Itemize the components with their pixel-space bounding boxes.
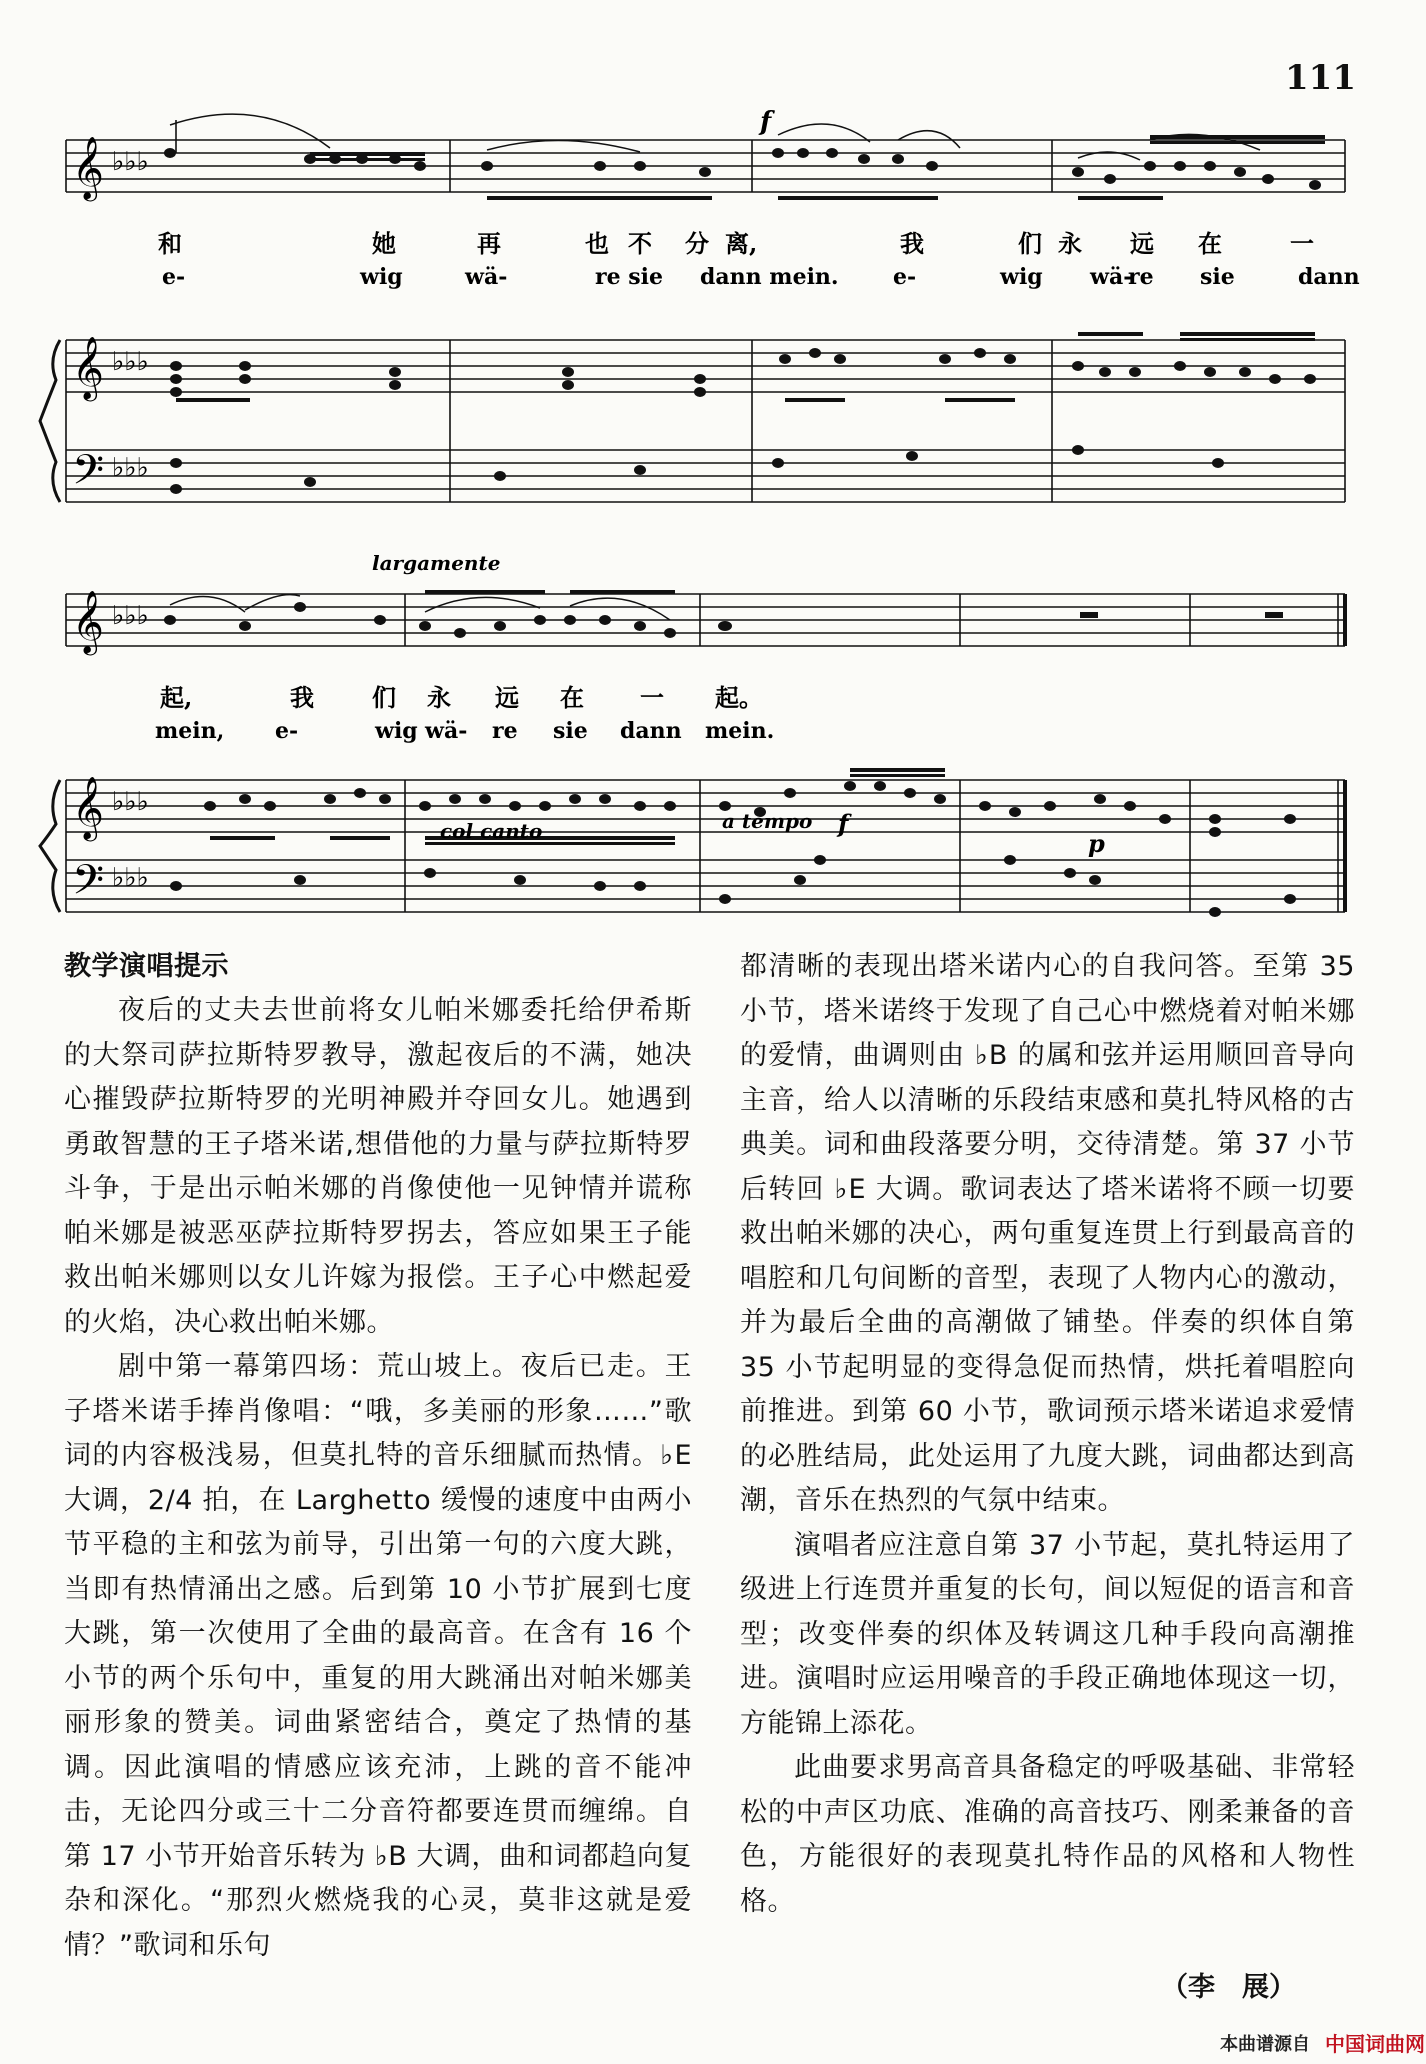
footer-source-label: 本曲谱源自 [1220, 2034, 1310, 2055]
svg-text:dann: dann [620, 718, 682, 744]
svg-text:和: 和 [158, 229, 182, 258]
svg-text:wä-: wä- [1090, 264, 1133, 290]
bass-clef-icon: 𝄢 [72, 446, 105, 504]
key-signature-icon: ♭♭♭ [112, 347, 149, 377]
svg-text:sie: sie [1200, 264, 1235, 290]
svg-text:再: 再 [477, 229, 501, 258]
svg-text:们: 们 [1018, 229, 1042, 258]
key-signature-icon: ♭♭♭ [112, 601, 149, 631]
piano-brace-icon [40, 780, 60, 912]
paragraph: 此曲要求男高音具备稳定的呼吸基础、非常轻松的中声区功底、准确的高音技巧、刚柔兼备的音色，方能很好的表现莫扎特作品的风格和人物性格。 [740, 1752, 1355, 1917]
svg-text:远: 远 [495, 683, 519, 712]
paragraph: 夜后的丈夫去世前将女儿帕米娜委托给伊希斯的大祭司萨拉斯特罗教导，激起夜后的不满，她决心摧毁萨拉斯特罗的光明神殿并夺回女儿。她遇到勇敢智慧的王子塔米诺,想借他的力量与萨拉斯特罗斗争，于是出示帕米娜的肖像使他一见钟情并谎称帕米娜是被恶巫萨拉斯特罗拐去，答应如果王子能救出帕米娜则以女儿许嫁为报偿。王子心中燃起爱的火焰，决心救出帕米娜。 [64, 995, 692, 1338]
svg-text:起。: 起。 [715, 683, 763, 712]
right-column [740, 945, 1355, 1924]
key-signature-icon: ♭♭♭ [112, 147, 149, 177]
lyrics-cn-2 [160, 683, 763, 712]
footer-brand[interactable]: 中国词曲网 [1325, 2032, 1425, 2056]
piano-staves-2 [66, 780, 1345, 912]
treble-clef-icon: 𝄞 [72, 776, 104, 839]
lyrics-de-1 [162, 264, 1360, 290]
piano-mark-col-canto: col canto [440, 819, 543, 843]
piano-brace-icon [40, 340, 60, 502]
treble-clef-icon: 𝄞 [72, 136, 104, 199]
svg-text:mein,: mein, [155, 718, 225, 744]
svg-text:re: re [1128, 264, 1154, 290]
tempo-mark: largamente [372, 551, 501, 575]
paragraph: 演唱者应注意自第 37 小节起，莫扎特运用了级进上行连贯并重复的长句，间以短促的语言和音型；改变伴奏的织体及转调这几种手段向高潮推进。演唱时应运用噪音的手段正确地体现这一切，方能锦上添花。 [740, 1529, 1355, 1739]
treble-clef-icon: 𝄞 [72, 336, 104, 399]
piano-mark-piano: p [1088, 829, 1105, 858]
key-signature-icon: ♭♭♭ [112, 863, 149, 893]
score-system-2 [0, 540, 1426, 920]
paragraph: 都清晰的表现出塔米诺内心的自我问答。至第 35 小节，塔米诺终于发现了自己心中燃烧着对帕米娜的爱情，曲调则由 ♭B 的属和弦并运用顺回音导向主音，给人以清晰的乐段结束感和莫扎特风格的古典美。词和曲段落要分明，交待清楚。第 37 小节后转回 ♭E 大调。歌词表达了塔米诺将不顾一切要救出帕米娜的决心，两句重复连贯上行到最高音的唱腔和几句间断的音型，表现了人物内心的激动，并为最后全曲的高潮做了铺垫。伴奏的织体自第 35 小节起明显的变得急促而热情，烘托着唱腔向前推进。到第 60 小节，歌词预示塔米诺追求爱情的必胜结局，此处运用了九度大跳，词曲都达到高潮，音乐在热烈的气氛中结束。 [740, 951, 1355, 1516]
svg-text:dann mein.: dann mein. [700, 264, 839, 290]
piano-treble-staff-1 [66, 340, 1345, 502]
piano-notes-2 [170, 768, 1296, 917]
svg-text:也: 也 [585, 229, 609, 258]
section-heading: 教学演唱提示 [64, 951, 229, 982]
svg-text:wä-: wä- [425, 718, 468, 744]
lyrics-cn-1 [158, 229, 1314, 258]
vocal-notes-1 [164, 120, 1325, 200]
svg-text:永: 永 [1058, 229, 1082, 258]
key-signature-icon: ♭♭♭ [112, 453, 149, 483]
svg-text:远: 远 [1130, 229, 1154, 258]
svg-text:起,: 起, [160, 683, 193, 712]
paragraph: 剧中第一幕第四场：荒山坡上。夜后已走。王子塔米诺手捧肖像唱：“哦，多美丽的形象……”歌词的内容极浅易，但莫扎特的音乐细腻而热情。♭E 大调，2/4 拍，在 Larghetto 缓慢的速度中由两小节平稳的主和弦为前导，引出第一句的六度大跳，当即有热情涌出之感。后到第 10 小节扩展到七度大跳，第一次使用了全曲的最高音。在含有 16 个小节的两个乐句中，重复的用大跳涌出对帕米娜美丽形象的赞美。词曲紧密结合，奠定了热情的基调。因此演唱的情感应该充沛，上跳的音不能冲击，无论四分或三十二分音符都要连贯而缠绵。自第 17 小节开始音乐转为 ♭B 大调，曲和词都趋向复杂和深化。“那烈火燃烧我的心灵，莫非这就是爱情？”歌词和乐句 [64, 1351, 692, 1961]
svg-text:re: re [492, 718, 518, 744]
svg-text:永: 永 [427, 683, 451, 712]
svg-text:dann: dann [1298, 264, 1360, 290]
svg-text:在: 在 [1198, 229, 1222, 258]
treble-clef-icon: 𝄞 [72, 590, 104, 653]
svg-text:们: 们 [372, 683, 396, 712]
piano-notes-1 [170, 332, 1316, 494]
lyrics-de-2 [155, 718, 774, 744]
svg-text:e-: e- [893, 264, 917, 290]
piano-mark-a-tempo: a tempo [722, 809, 813, 833]
svg-text:离,: 离, [725, 229, 758, 258]
svg-text:wig: wig [360, 264, 403, 290]
svg-text:wig: wig [1000, 264, 1043, 290]
svg-text:mein.: mein. [705, 718, 775, 744]
svg-text:在: 在 [560, 683, 584, 712]
vocal-staff-2 [66, 594, 1345, 646]
svg-text:我: 我 [900, 229, 924, 258]
svg-text:分: 分 [685, 229, 709, 258]
svg-text:我: 我 [290, 683, 314, 712]
key-signature-icon: ♭♭♭ [112, 787, 149, 817]
page-number: 111 [1285, 58, 1356, 98]
svg-text:sie: sie [553, 718, 588, 744]
piano-mark-forte: f [838, 809, 849, 838]
vocal-notes-2 [164, 590, 1283, 638]
svg-text:re sie: re sie [595, 264, 663, 290]
author-credit: （李 展） [1161, 1972, 1296, 2003]
svg-text:她: 她 [372, 229, 396, 258]
svg-text:一: 一 [640, 683, 664, 712]
left-column [64, 945, 692, 1968]
svg-text:wä-: wä- [465, 264, 508, 290]
svg-text:e-: e- [162, 264, 186, 290]
score-system-1 [0, 0, 1426, 540]
svg-text:wig: wig [375, 718, 418, 744]
svg-text:e-: e- [275, 718, 299, 744]
svg-text:不: 不 [628, 229, 652, 258]
dynamic-marking: f [760, 107, 772, 137]
svg-text:一: 一 [1290, 229, 1314, 258]
bass-clef-icon: 𝄢 [72, 856, 105, 914]
